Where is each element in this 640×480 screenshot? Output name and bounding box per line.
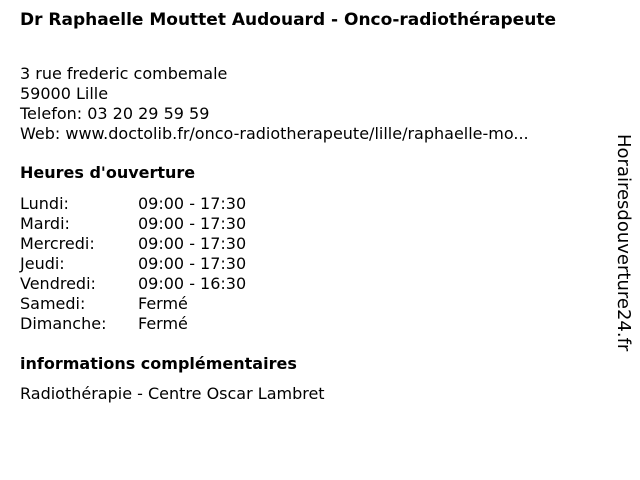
hours-time: Fermé [138, 294, 188, 313]
phone-label: Telefon: [20, 104, 83, 123]
hours-day: Dimanche: [20, 314, 107, 333]
hours-day: Samedi: [20, 294, 86, 313]
hours-time: 09:00 - 17:30 [138, 254, 247, 273]
phone-number[interactable]: 03 20 29 59 59 [87, 104, 210, 123]
info-heading: informations complémentaires [20, 354, 297, 373]
street-address: 3 rue frederic combemale [20, 64, 228, 83]
hours-time: 09:00 - 17:30 [138, 214, 247, 233]
hours-time: Fermé [138, 314, 188, 333]
site-watermark: Horairesdouverture24.fr [613, 134, 634, 352]
hours-day: Jeudi: [20, 254, 65, 273]
city-address: 59000 Lille [20, 84, 109, 103]
hours-day: Mardi: [20, 214, 70, 233]
info-text: Radiothérapie - Centre Oscar Lambret [20, 384, 325, 403]
page-title: Dr Raphaelle Mouttet Audouard - Onco-radiothérapeute [20, 10, 556, 30]
hours-day: Lundi: [20, 194, 69, 213]
hours-time: 09:00 - 16:30 [138, 274, 247, 293]
web-label: Web: [20, 124, 61, 143]
phone-line [20, 104, 529, 124]
hours-time: 09:00 - 17:30 [138, 194, 247, 213]
hours-day: Mercredi: [20, 234, 95, 253]
web-link[interactable]: www.doctolib.fr/onco-radiotherapeute/lille/raphaelle-mo... [65, 124, 529, 143]
hours-day: Vendredi: [20, 274, 96, 293]
hours-heading: Heures d'ouverture [20, 163, 196, 182]
web-line [20, 124, 529, 144]
address-block [20, 64, 529, 144]
hours-time: 09:00 - 17:30 [138, 234, 247, 253]
